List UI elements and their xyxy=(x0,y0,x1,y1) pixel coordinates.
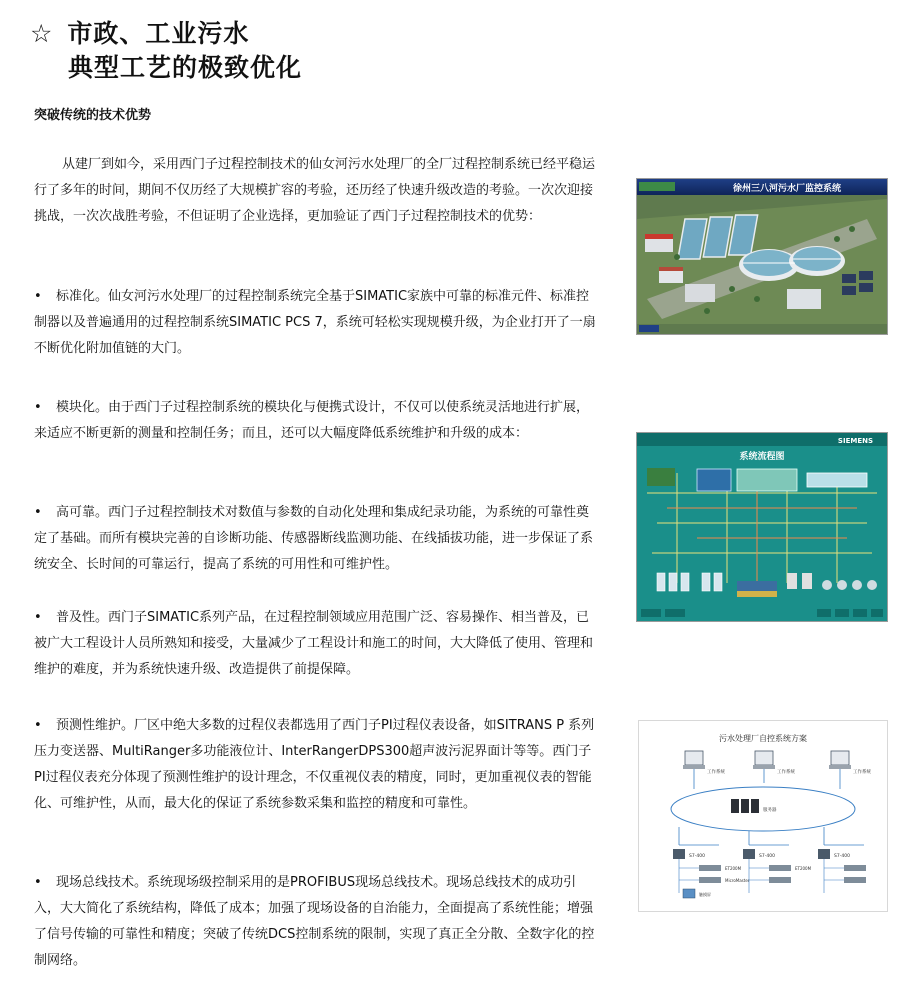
section-title: 突破传统的技术优势 xyxy=(34,108,152,123)
bullet-text: 模块化。由于西门子过程控制系统的模块化与便携式设计，不仅可以使系统灵活地进行扩展，来适应不断更新的测量和控制任务；而且，还可以大幅度降低系统维护和升级的成本： xyxy=(34,400,590,441)
bullet-text: 高可靠。西门子过程控制技术对数值与参数的自动化处理和集成纪录功能，为系统的可靠性奠定了基础。而所有模块完善的自诊断功能、传感器断线监测功能、在线插拔功能，进一步保证了系统安全、长时间的可靠运行，提高了系统的可用性和可维护性。 xyxy=(34,505,594,572)
bullet-icon: • xyxy=(34,400,42,415)
drive-label: MicroMaster xyxy=(725,878,750,883)
bullet-standardization xyxy=(34,284,596,362)
station-label: 工作系统 xyxy=(707,770,725,775)
station-label: 工作系统 xyxy=(777,770,795,775)
bullet-modularity xyxy=(34,395,596,447)
bullet-icon: • xyxy=(34,289,42,304)
io-label: ET200M xyxy=(725,866,742,871)
bullet-predictive-maintenance xyxy=(34,713,596,817)
bullet-icon: • xyxy=(34,505,42,520)
intro-paragraph: 从建厂到如今，采用西门子过程控制技术的仙女河污水处理厂的全厂过程控制系统已经平稳运行了多年的时间，期间不仅历经了大规模扩容的考验，还历经了快速升级改造的考验。一次次迎接挑战，一次次战胜考验，不但证明了企业选择，更加验证了西门子过程控制技术的优势： xyxy=(34,157,596,224)
workstation-icon xyxy=(683,751,705,769)
bullet-icon: • xyxy=(34,610,42,625)
bullet-popularity xyxy=(34,605,596,683)
plant-monitoring-screenshot xyxy=(636,178,888,335)
page-title xyxy=(30,14,249,50)
architecture-title: 污水处理厂自控系统方案 xyxy=(719,734,807,743)
workstation-icon xyxy=(829,751,851,769)
plant-screen-title: 徐州三八河污水厂监控系统 xyxy=(732,184,842,194)
plant-monitoring-image xyxy=(637,179,887,334)
logo-icon xyxy=(639,182,675,191)
io-label: ET200M xyxy=(795,866,812,871)
station-label: 工作系统 xyxy=(853,770,871,775)
bullet-icon: • xyxy=(34,875,42,890)
flow-screen-title: 系统流程图 xyxy=(739,452,785,462)
siemens-brand: SIEMENS xyxy=(837,437,873,445)
plc-label: S7-400 xyxy=(759,854,775,859)
architecture-diagram-screenshot xyxy=(638,720,888,912)
bullet-text: 标准化。仙女河污水处理厂的过程控制系统完全基于SIMATIC家族中可靠的标准元件、标准控制器以及普遍通用的过程控制系统SIMATIC PCS 7，系统可轻松实现规模升级，为企业打开了一扇不断优化附加值链的大门。 xyxy=(34,289,596,356)
process-flow-screenshot xyxy=(636,432,888,622)
plc-label: S7-400 xyxy=(689,854,705,859)
bullet-text: 现场总线技术。系统现场级控制采用的是PROFIBUS现场总线技术。现场总线技术的成功引入，大大简化了系统结构，降低了成本；加强了现场设备的自治能力，全面提高了系统性能；增强了信号传输的可靠性和精度；突破了传统DCS控制系统的限制，实现了真正全分散、全数字化的控制网络。 xyxy=(34,875,595,968)
star-icon: ☆ xyxy=(30,19,54,48)
plc-label: S7-400 xyxy=(834,854,850,859)
workstation-icon xyxy=(753,751,775,769)
bullet-reliability xyxy=(34,500,596,578)
bullet-text: 普及性。西门子SIMATIC系列产品，在过程控制领域应用范围广泛、容易操作、相当普及，已被广大工程设计人员所熟知和接受，大量减少了工程设计和施工的时间，大大降低了使用、管理和维护的难度，并为系统快速升级、改造提供了前提保障。 xyxy=(34,610,594,677)
process-flow-image xyxy=(637,433,887,621)
panel-label: 触摸屏 xyxy=(699,892,711,897)
title-line-1: 市政、工业污水 xyxy=(67,19,250,48)
touch-panel-icon xyxy=(683,889,695,898)
server-icon xyxy=(731,799,759,813)
bullet-fieldbus xyxy=(34,870,596,974)
page-subtitle: 典型工艺的极致优化 xyxy=(68,53,303,82)
architecture-diagram-image xyxy=(639,721,887,911)
bullet-icon: • xyxy=(34,718,42,733)
server-label: 服务器 xyxy=(763,808,777,813)
bullet-text: 预测性维护。厂区中绝大多数的过程仪表都选用了西门子PI过程仪表设备，如SITRANS P 系列压力变送器、MultiRanger多功能液位计、InterRangerDPS300超声波污泥界面计等等。西门子PI过程仪表充分体现了预测性维护的设计理念，不仅重视仪表的精度，同时，更加重视仪表的智能化、可维护性，从而，最大化的保证了系统参数采集和监控的精度和可靠性。 xyxy=(34,718,595,811)
